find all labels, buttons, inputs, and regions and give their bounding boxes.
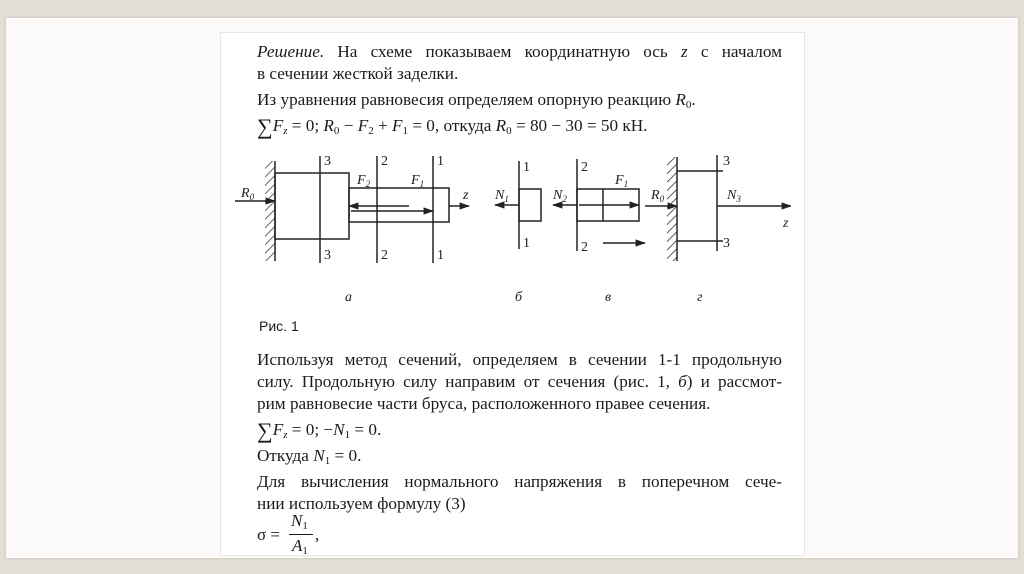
sum-symbol-2: ∑ [257, 418, 273, 443]
figure-1 [231, 151, 791, 311]
section-1-bottom-a: 1 [437, 248, 444, 263]
panel-label-g: г [697, 290, 703, 305]
bar-narrow-a [349, 188, 449, 222]
section-3-bottom-g: 3 [723, 236, 730, 251]
solution-label: Решение. [257, 42, 325, 61]
panel-label-b: б [515, 290, 523, 305]
formula-numerator: $N_1$ [291, 511, 308, 532]
section-1-top-b: 1 [523, 160, 530, 175]
paragraph-3-line-1: Для вычисления нормального напряжения в поперечном сече- [257, 472, 782, 491]
section-2-top-a: 2 [381, 154, 388, 169]
formula-comma: , [315, 525, 320, 544]
section-2-bottom-v: 2 [581, 240, 588, 255]
section-1-top-a: 1 [437, 154, 444, 169]
n2-label: $N_2$ [553, 188, 567, 204]
wall-hatch-a [265, 161, 275, 261]
sum-symbol: ∑ [257, 114, 273, 139]
section-3-top-a: 3 [324, 154, 331, 169]
f1-label: $F_1$ [411, 173, 425, 189]
figure-caption: Рис. 1 [259, 318, 299, 334]
wall-hatch-g [667, 157, 677, 261]
panel-label-a: а [345, 290, 352, 305]
document-page [220, 32, 805, 556]
section-1-bottom-b: 1 [523, 236, 530, 251]
equation-2: $\sum F_z = 0$; $-N_1 = 0$. [257, 418, 382, 443]
panel-label-v: в [605, 290, 612, 305]
axis-label-a: z [463, 188, 469, 203]
paragraph-2-line-1: Используя метод сечений, определяем в сечении 1-1 продольную [257, 350, 782, 369]
r0-label-a: $R_0$ [241, 186, 255, 202]
f2-label: $F_2$ [357, 173, 371, 189]
section-2-bottom-a: 2 [381, 248, 388, 263]
equation-1: $\sum F_z = 0$; $R_0 - F_2 + F_1 = 0$, откуда $R_0 = 80 - 30 = 50$ кН. [257, 114, 648, 139]
equilibrium-line: Из уравнения равновесия определяем опорную реакцию $R_0$. [257, 90, 696, 111]
r0-label-g: $R_0$ [651, 188, 665, 204]
f1-label-v: $F_1$ [615, 173, 629, 189]
n3-label: $N_3$ [727, 188, 741, 204]
whence-line: Откуда $N_1 = 0$. [257, 446, 362, 467]
intro-line-2: в сечении жесткой заделки. [257, 64, 459, 83]
bar-piece-b [519, 189, 541, 221]
paragraph-2-line-2: силу. Продольную силу направим от сечения (рис. 1, б) и рассмот- [257, 372, 782, 391]
formula-denominator: $A_1$ [292, 536, 308, 557]
paragraph-3-line-2: нии используем формулу (3) [257, 494, 466, 513]
figure-svg [231, 151, 791, 311]
paragraph-2-line-3: рим равновесие части бруса, расположенного правее сечения. [257, 394, 711, 413]
section-3-top-g: 3 [723, 154, 730, 169]
fraction-bar [289, 534, 313, 535]
axis-symbol: z [680, 42, 688, 61]
section-2-top-v: 2 [581, 160, 588, 175]
axis-label-g: z [783, 216, 789, 231]
section-3-bottom-a: 3 [324, 248, 331, 263]
intro-line-1: Решение. На схеме показываем координатную ось z с началом [257, 42, 782, 61]
sigma-symbol: σ = [257, 525, 281, 544]
n1-label: $N_1$ [495, 188, 509, 204]
bar-wide-a [275, 173, 349, 239]
